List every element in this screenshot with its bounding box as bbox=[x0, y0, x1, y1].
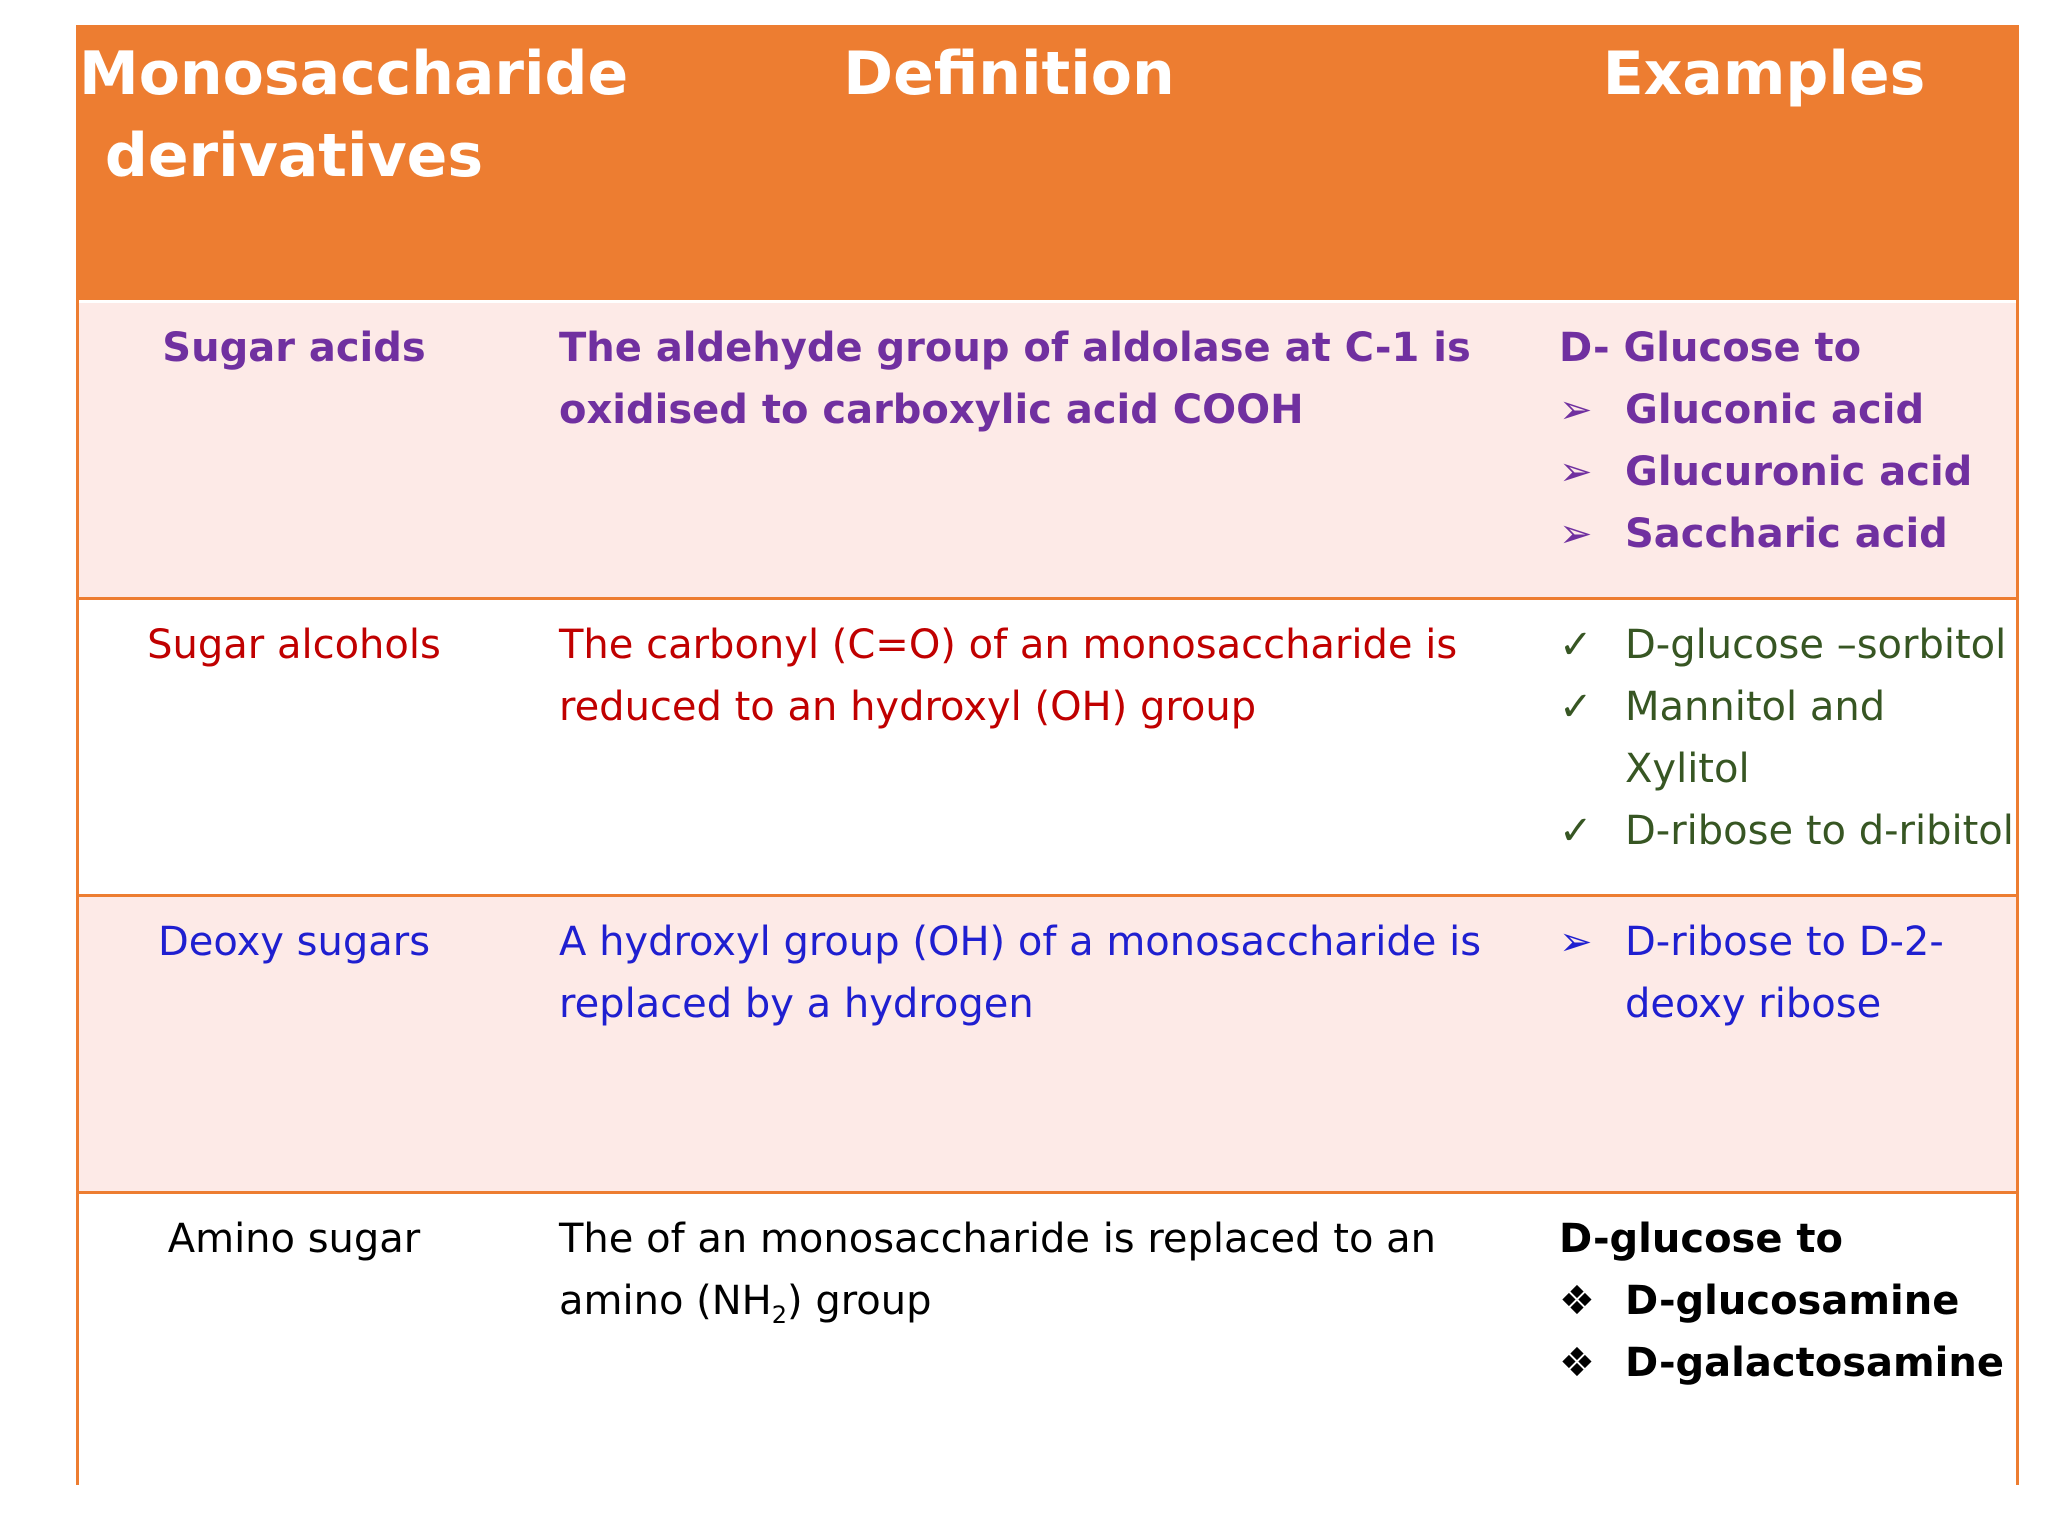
examples-list bbox=[1559, 1270, 2019, 1394]
list-item: ➢ D-ribose to D-2-deoxy ribose bbox=[1559, 911, 2019, 1035]
row-examples bbox=[1509, 897, 2019, 1035]
list-item: ➢ Gluconic acid bbox=[1559, 379, 2019, 441]
examples-list bbox=[1559, 911, 2019, 1035]
subscript-2: 2 bbox=[771, 1301, 788, 1329]
examples-list bbox=[1559, 614, 2019, 862]
row-definition: The carbonyl (C=O) of an monosaccharide is reduced to an hydroxyl (OH) group bbox=[559, 622, 1458, 730]
check-bullet-icon: ✓ bbox=[1559, 684, 1593, 730]
row-definition: A hydroxyl group (OH) of a monosaccharide is replaced by a hydrogen bbox=[559, 919, 1482, 1027]
check-bullet-icon: ✓ bbox=[1559, 808, 1593, 854]
row-name: Amino sugar bbox=[167, 1216, 421, 1262]
row-name: Deoxy sugars bbox=[157, 919, 431, 965]
list-item: ➢ Saccharic acid bbox=[1559, 503, 2019, 565]
diamond-bullet-icon: ❖ bbox=[1559, 1278, 1595, 1324]
row-examples bbox=[1509, 303, 2019, 565]
derivatives-table bbox=[76, 25, 2019, 1485]
table-row-amino-sugar bbox=[79, 1191, 2016, 1485]
table-row-sugar-alcohols bbox=[79, 597, 2016, 894]
arrow-bullet-icon: ➢ bbox=[1559, 449, 1593, 495]
check-bullet-icon: ✓ bbox=[1559, 622, 1593, 668]
definition-text: The of an monosaccharide is replaced to an amino (NH bbox=[559, 1216, 1436, 1324]
examples-lead: D- Glucose to bbox=[1559, 325, 1862, 371]
table-header-row bbox=[79, 28, 2016, 300]
header-derivatives: Monosaccharide derivatives bbox=[79, 39, 629, 191]
definition-text-end: ) group bbox=[787, 1278, 932, 1324]
arrow-bullet-icon: ➢ bbox=[1559, 511, 1593, 557]
examples-lead: D-glucose to bbox=[1559, 1216, 1844, 1262]
list-item: ❖ D-glucosamine bbox=[1559, 1270, 2019, 1332]
arrow-bullet-icon: ➢ bbox=[1559, 387, 1593, 433]
list-item: ✓ D-glucose –sorbitol bbox=[1559, 614, 2019, 676]
arrow-bullet-icon: ➢ bbox=[1559, 919, 1593, 965]
table-row-deoxy-sugars bbox=[79, 894, 2016, 1191]
row-definition bbox=[509, 1194, 1509, 1332]
header-examples: Examples bbox=[1602, 39, 1926, 109]
list-item: ✓ Mannitol and Xylitol bbox=[1559, 676, 2019, 800]
examples-list bbox=[1559, 379, 2019, 565]
header-definition: Definition bbox=[843, 39, 1175, 109]
row-examples bbox=[1509, 600, 2019, 862]
list-item: ❖ D-galactosamine bbox=[1559, 1332, 2019, 1394]
row-definition: The aldehyde group of aldolase at C-1 is oxidised to carboxylic acid COOH bbox=[559, 325, 1471, 433]
diamond-bullet-icon: ❖ bbox=[1559, 1340, 1595, 1386]
row-examples bbox=[1509, 1194, 2019, 1394]
list-item: ➢ Glucuronic acid bbox=[1559, 441, 2019, 503]
list-item: ✓ D-ribose to d-ribitol bbox=[1559, 800, 2019, 862]
table-row-sugar-acids bbox=[79, 300, 2016, 597]
row-name: Sugar alcohols bbox=[147, 622, 441, 668]
row-name: Sugar acids bbox=[162, 325, 426, 371]
